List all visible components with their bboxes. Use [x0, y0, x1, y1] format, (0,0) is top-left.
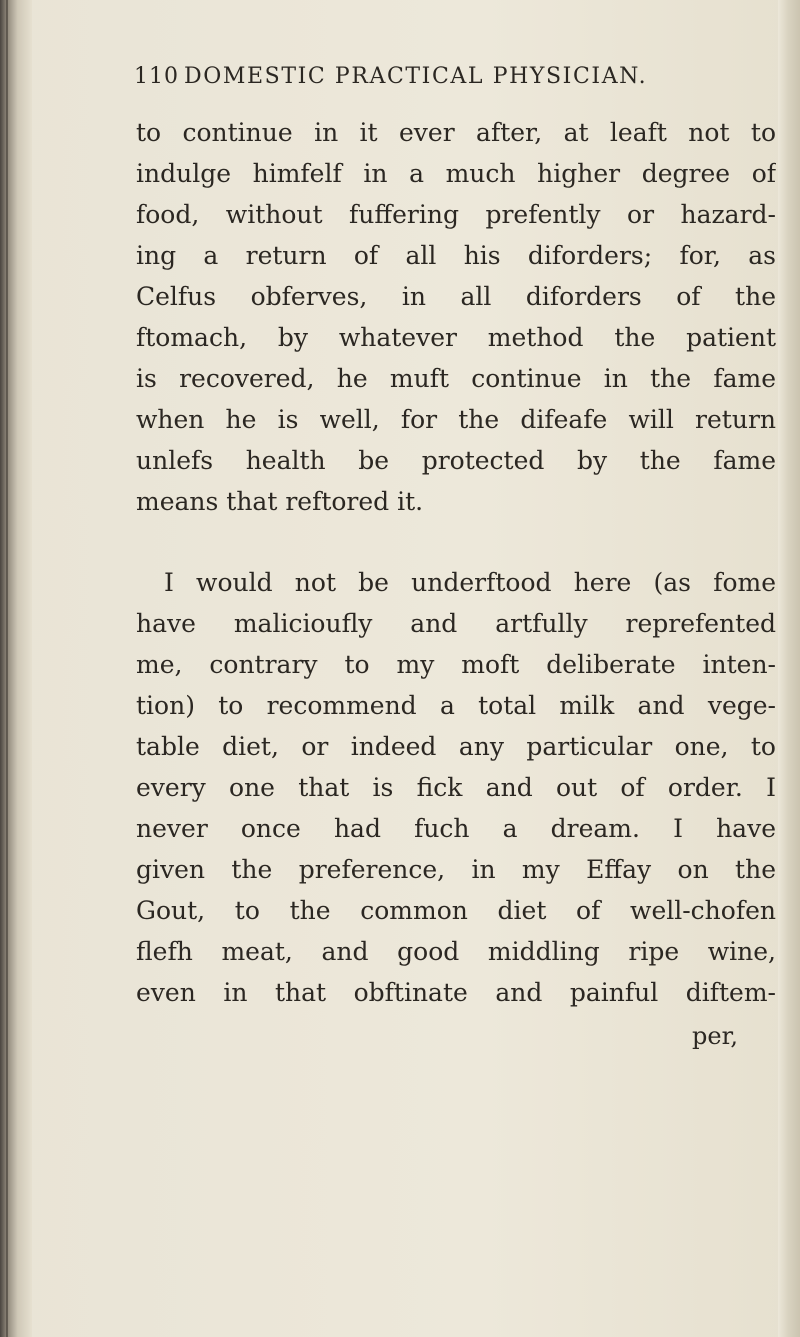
running-head: DOMESTIC PRACTICAL PHYSICIAN. — [184, 64, 648, 89]
text-line: flefh meat, and good middling ripe wine, — [136, 937, 776, 966]
text-line: means that reftored it. — [136, 487, 424, 516]
text-line: food, without fuffering prefently or hazard- — [136, 200, 776, 229]
text-line: ing a return of all his diforders; for, as — [136, 241, 776, 270]
text-line: unlefs health be protected by the fame — [136, 446, 776, 475]
catchword: per, — [692, 1022, 739, 1050]
text-line: Celfus obferves, in all diforders of the — [136, 282, 776, 311]
text-line: have malicioufly and artfully reprefented — [136, 609, 776, 638]
text-line: to continue in it ever after, at leaft not to — [136, 118, 776, 147]
text-line: Gout, to the common diet of well-chofen — [136, 896, 776, 925]
page-edge-shadow — [778, 0, 800, 1337]
page-header — [134, 64, 774, 106]
text-line: given the preference, in my Effay on the — [136, 855, 776, 884]
text-line: is recovered, he muft continue in the fame — [136, 364, 776, 393]
text-line: ftomach, by whatever method the patient — [136, 323, 776, 352]
text-line: table diet, or indeed any particular one, to — [136, 732, 776, 761]
text-line: even in that obftinate and painful diftem- — [136, 978, 776, 1007]
text-line: never once had fuch a dream. I have — [136, 814, 776, 843]
page-binding-shadow — [0, 0, 32, 1337]
text-line: tion) to recommend a total milk and vege- — [136, 691, 776, 720]
text-line: every one that is fick and out of order. I — [136, 773, 776, 802]
text-line: I would not be underftood here (as fome — [164, 568, 776, 597]
page-number: 110 — [134, 64, 179, 89]
text-line: me, contrary to my moft deliberate inten- — [136, 650, 776, 679]
text-line: indulge himfelf in a much higher degree of — [136, 159, 776, 188]
text-line: when he is well, for the difeafe will return — [136, 405, 776, 434]
